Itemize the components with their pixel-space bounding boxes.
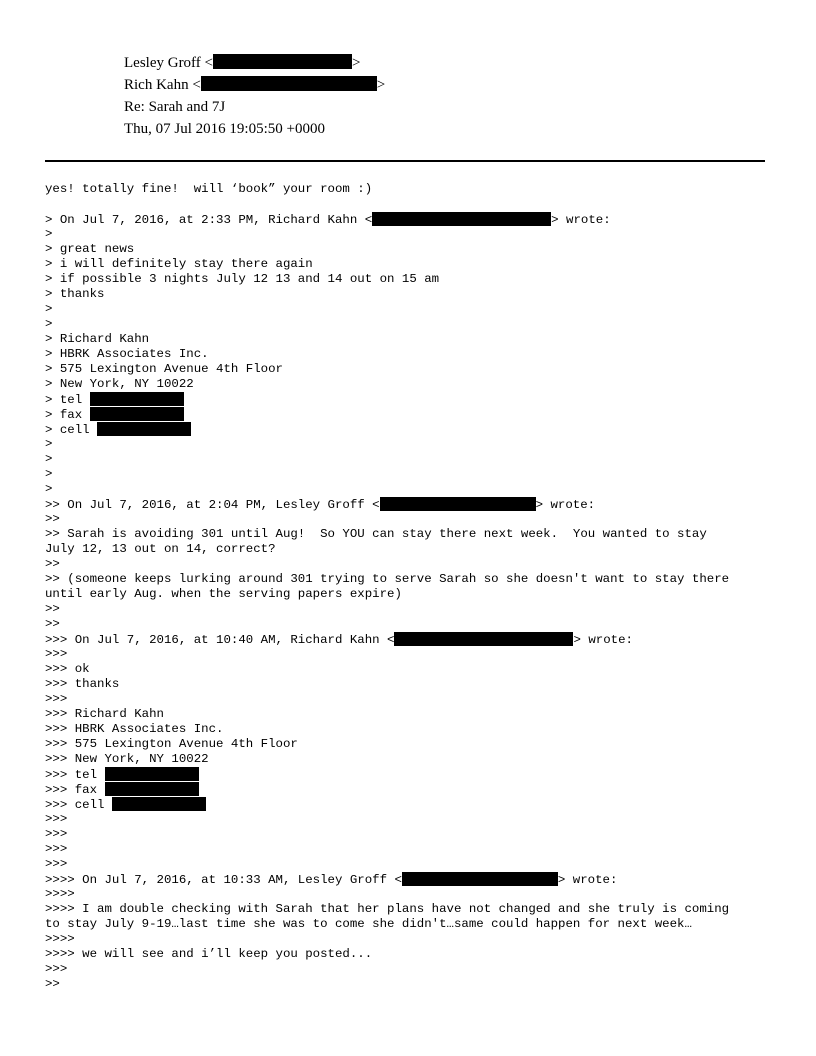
body-line: >>>> I am double checking with Sarah that her plans have not changed and she truly is coming	[45, 902, 730, 916]
body-line: >>>	[45, 842, 68, 856]
quote-header-line	[45, 497, 773, 512]
body-line: >>>	[45, 812, 68, 826]
body-line: >> Sarah is avoiding 301 until Aug! So YOU can stay there next week. You wanted to stay	[45, 527, 707, 541]
quote-header-text: >>> On Jul 7, 2016, at 10:40 AM, Richard Kahn <	[45, 633, 395, 647]
signature-address: > 575 Lexington Avenue 4th Floor	[45, 362, 283, 376]
body-line: >	[45, 317, 53, 331]
body-line: >>>	[45, 857, 68, 871]
body-line: July 12, 13 out on 14, correct?	[45, 542, 276, 556]
body-line	[45, 197, 773, 212]
body-line: until early Aug. when the serving papers expire)	[45, 587, 402, 601]
signature-city: >>> New York, NY 10022	[45, 752, 209, 766]
body-line: yes! totally fine! will ‘book” your room :)	[45, 182, 373, 196]
quote-header-tail: > wrote:	[557, 873, 618, 887]
body-line: >>>	[45, 692, 68, 706]
body-line: >>	[45, 557, 60, 571]
redacted-email	[380, 497, 536, 511]
to-name: Rich Kahn <	[124, 77, 201, 93]
redacted-phone	[105, 782, 199, 796]
from-name: Lesley Groff <	[124, 55, 213, 71]
body-line: >>	[45, 602, 60, 616]
redacted-phone	[90, 392, 184, 406]
signature-address: >>> 575 Lexington Avenue 4th Floor	[45, 737, 298, 751]
body-line: >>>	[45, 647, 68, 661]
date-value: Thu, 07 Jul 2016 19:05:50 +0000	[124, 121, 325, 137]
date-row	[0, 118, 600, 140]
body-line: >	[45, 302, 53, 316]
body-line: >>> thanks	[45, 677, 120, 691]
redacted-email	[402, 872, 558, 886]
fax-label: > fax	[45, 408, 90, 422]
signature-city: > New York, NY 10022	[45, 377, 194, 391]
tel-label: >>> tel	[45, 768, 105, 782]
body-line: >	[45, 482, 53, 496]
redacted-email	[201, 76, 377, 91]
body-line: >>	[45, 512, 60, 526]
subject-row	[0, 96, 600, 118]
body-line: > i will definitely stay there again	[45, 257, 313, 271]
redacted-phone	[105, 767, 199, 781]
subject-value: Re: Sarah and 7J	[124, 99, 226, 115]
redacted-phone	[112, 797, 206, 811]
body-line: >>>	[45, 827, 68, 841]
redacted-phone	[97, 422, 191, 436]
fax-label: >>> fax	[45, 783, 105, 797]
body-line: >>>>	[45, 887, 75, 901]
body-line: >	[45, 452, 53, 466]
cell-label: >>> cell	[45, 798, 112, 812]
redacted-email	[213, 54, 352, 69]
quote-header-line	[45, 872, 773, 887]
quote-header-text: > On Jul 7, 2016, at 2:33 PM, Richard Kahn <	[45, 213, 373, 227]
quote-header-line	[45, 212, 773, 227]
quote-header-tail: > wrote:	[573, 633, 633, 647]
signature-fax	[45, 407, 773, 422]
signature-company: > HBRK Associates Inc.	[45, 347, 209, 361]
body-line: >>	[45, 977, 60, 991]
quote-header-tail: > wrote:	[551, 213, 611, 227]
signature-cell	[45, 422, 773, 437]
cell-label: > cell	[45, 423, 98, 437]
body-line: >>	[45, 617, 60, 631]
from-value	[124, 52, 360, 74]
redacted-phone	[90, 407, 184, 421]
signature-fax	[45, 782, 773, 797]
redacted-email	[394, 632, 573, 646]
from-tail: >	[352, 55, 361, 71]
body-line: >>>>	[45, 932, 75, 946]
to-row	[0, 74, 600, 96]
tel-label: > tel	[45, 393, 90, 407]
signature-name: >>> Richard Kahn	[45, 707, 164, 721]
to-value	[124, 74, 385, 96]
body-line: > great news	[45, 242, 135, 256]
body-line: >	[45, 437, 53, 451]
to-tail: >	[376, 77, 386, 93]
quote-header-tail: > wrote:	[535, 498, 596, 512]
body-line: >>> ok	[45, 662, 90, 676]
quote-header-line	[45, 632, 773, 647]
header-divider	[45, 160, 765, 162]
from-row	[0, 52, 600, 74]
signature-cell	[45, 797, 773, 812]
body-line: >>>	[45, 962, 68, 976]
quote-header-text: >> On Jul 7, 2016, at 2:04 PM, Lesley Groff <	[45, 498, 380, 512]
body-line: >>>> we will see and i’ll keep you posted...	[45, 947, 373, 961]
body-line: >	[45, 227, 53, 241]
body-line: > if possible 3 nights July 12 13 and 14 out on 15 am	[45, 272, 440, 286]
body-line: >> (someone keeps lurking around 301 trying to serve Sarah so she doesn't want to stay there	[45, 572, 730, 586]
redacted-email	[372, 212, 551, 226]
body-line: >	[45, 467, 53, 481]
signature-name: > Richard Kahn	[45, 332, 150, 346]
email-body	[45, 182, 773, 992]
body-line: > thanks	[45, 287, 105, 301]
signature-tel	[45, 767, 773, 782]
quote-header-text: >>>> On Jul 7, 2016, at 10:33 AM, Lesley Groff <	[45, 873, 402, 887]
signature-company: >>> HBRK Associates Inc.	[45, 722, 224, 736]
body-line: to stay July 9-19…last time she was to come she didn't…same could happen for next week…	[45, 917, 692, 931]
signature-tel	[45, 392, 773, 407]
